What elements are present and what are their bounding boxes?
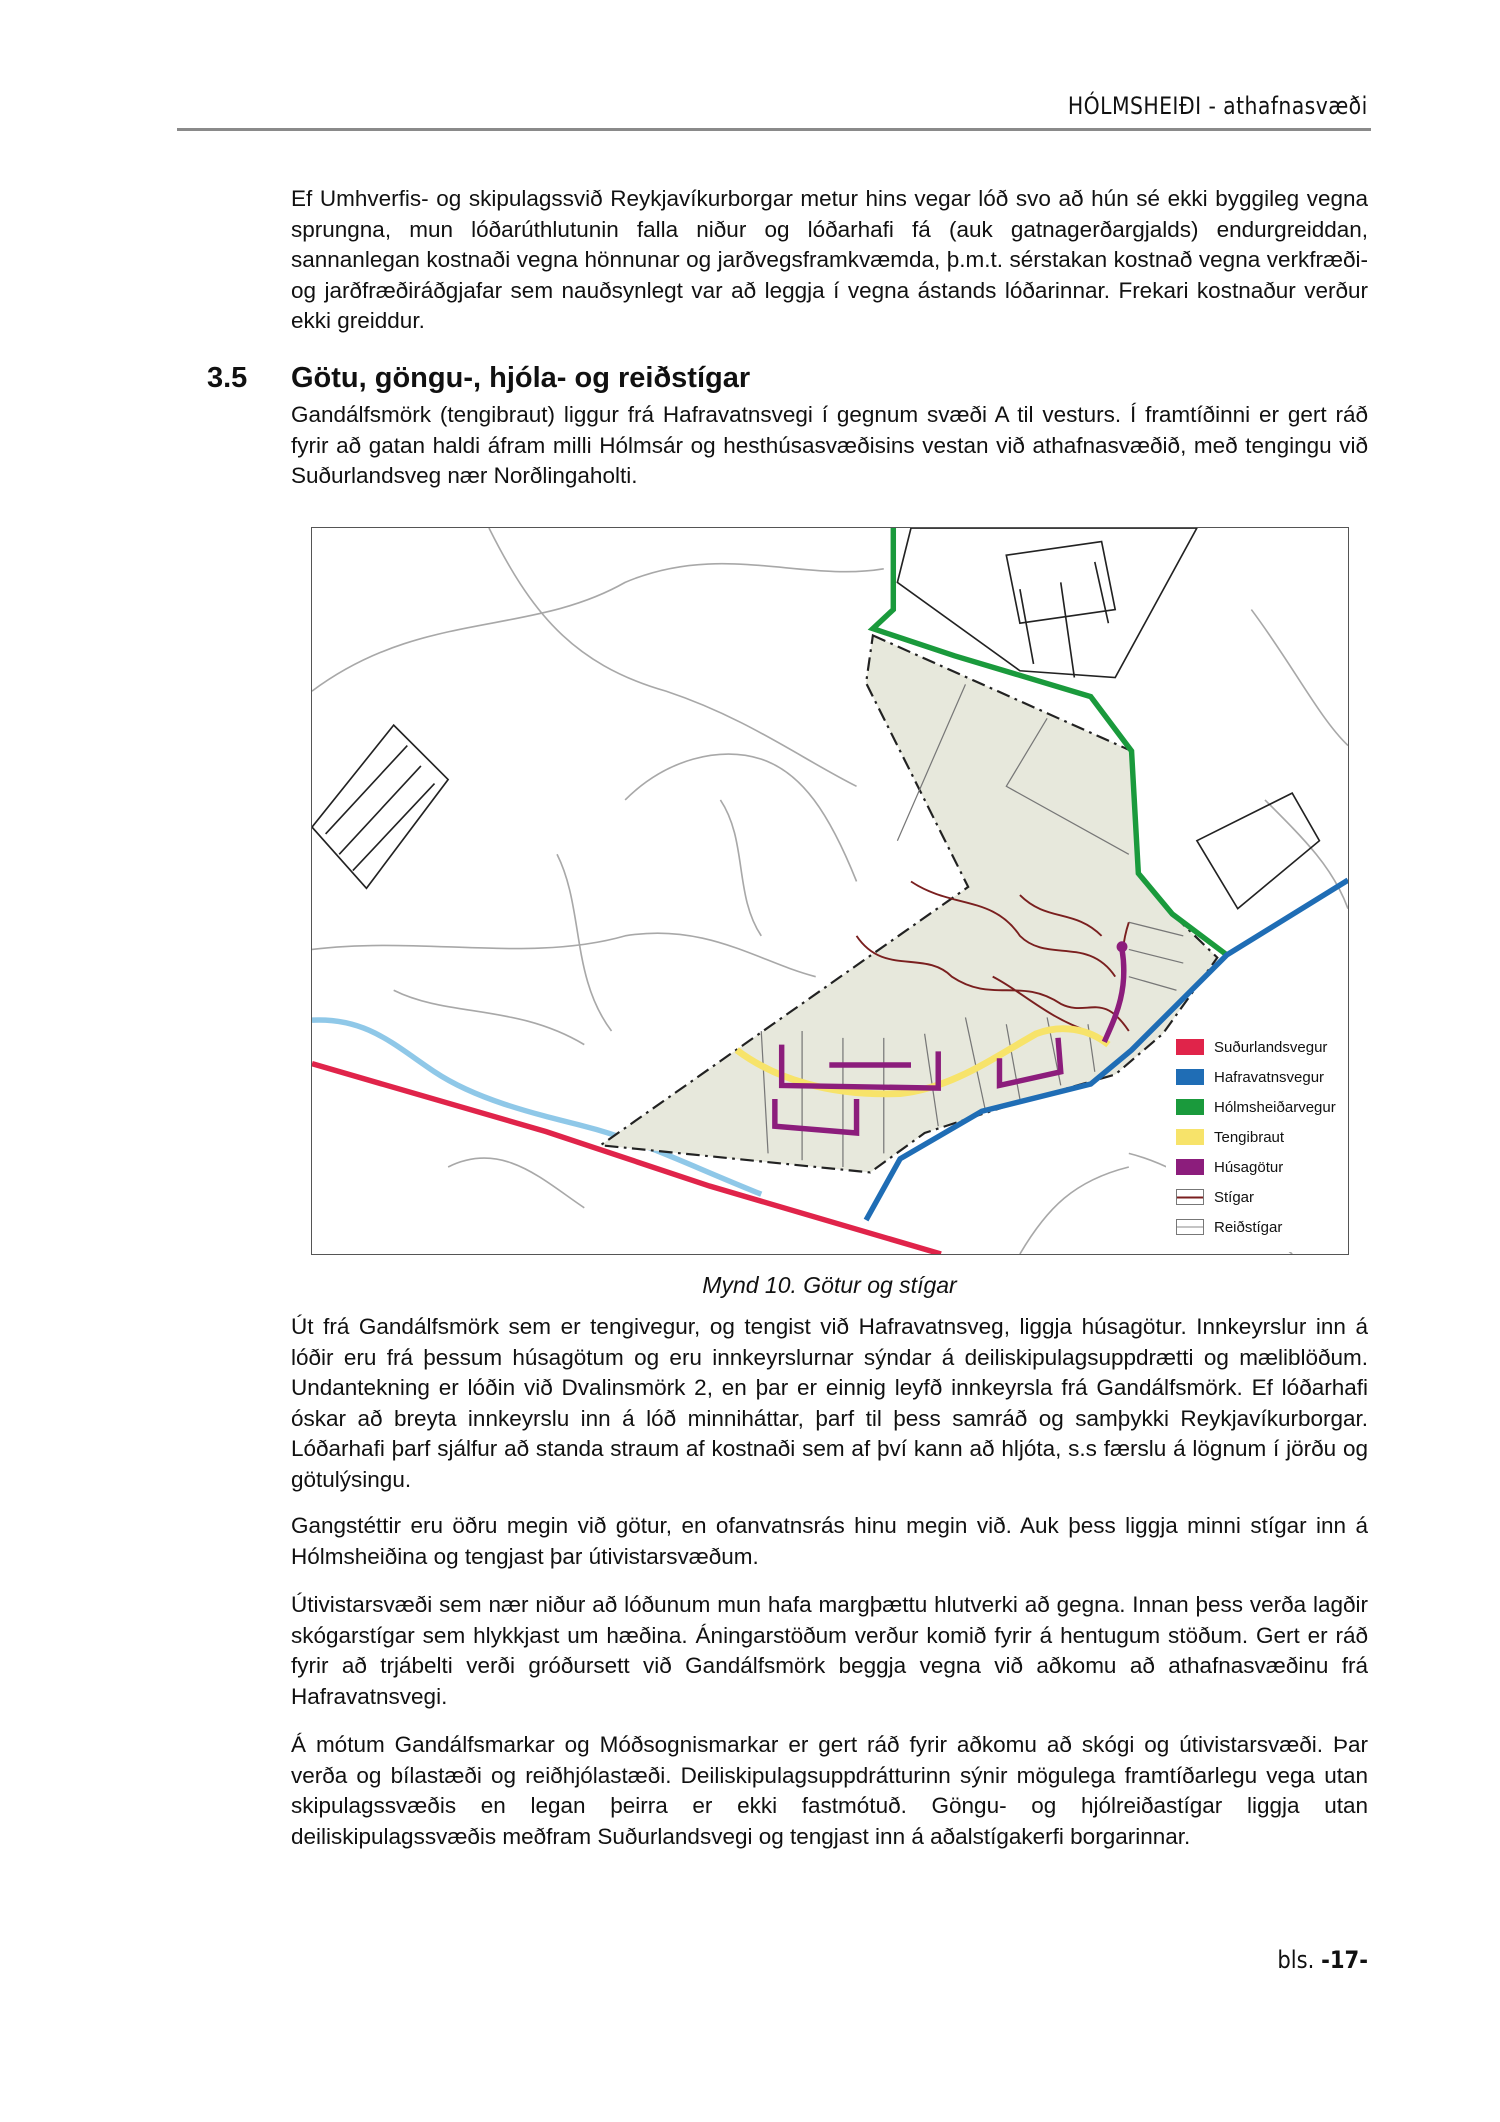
running-header: HÓLMSHEIÐI - athafnasvæði (1068, 92, 1368, 120)
legend-label: Reiðstígar (1214, 1218, 1283, 1236)
legend-item (1166, 1092, 1346, 1122)
legend-swatch-yellow (1176, 1129, 1204, 1145)
legend-item (1166, 1212, 1346, 1242)
paragraph-4: Gangstéttir eru öðru megin við götur, en ofanvatnsrás hinu megin við. Auk þess liggja minni stígar inn á Hólmsheiðina og tengjast þar útivistarsvæðum. (291, 1513, 1368, 1569)
legend-label: Stígar (1214, 1188, 1255, 1206)
legend-swatch-purple (1176, 1159, 1204, 1175)
legend-label: Hólmsheiðarvegur (1214, 1098, 1336, 1116)
section-number: 3.5 (207, 362, 248, 394)
legend-label: Húsagötur (1214, 1158, 1284, 1176)
legend-swatch-bridleway (1176, 1219, 1204, 1235)
page-number-value: -17- (1321, 1946, 1368, 1974)
legend-item (1166, 1032, 1346, 1062)
section-title: Götu, göngu-, hjóla- og reiðstígar (291, 362, 751, 394)
legend-swatch-trail (1176, 1189, 1204, 1205)
figure-caption: Mynd 10. Götur og stígar (702, 1272, 957, 1298)
legend-swatch-red (1176, 1039, 1204, 1055)
paragraph-2: Gandálfsmörk (tengibraut) liggur frá Hafravatnsvegi í gegnum svæði A til vesturs. Í framtíðinni er gert ráð fyrir að gatan haldi áfram milli Hólmsár og hesthúsasvæðisins vestan við athafnasvæðið, með tengingu við Suðurlandsveg nær Norðlingaholti. (291, 402, 1368, 489)
paragraph-6: Á mótum Gandálfsmarkar og Móðsognismarkar er gert ráð fyrir aðkomu að skógi og útivistarsvæði. Þar verða og bílastæði og reiðhjólastæði. Deiliskipulagsuppdrátturinn sýnir mögulega framtíðarlegu vega utan skipulagssvæðis en legan þeirra er ekki fastmótuð. Göngu- og hjólreiðastígar liggja utan deiliskipulagssvæðis meðfram Suðurlandsvegi og tengjast inn á aðalstígakerfi borgarinnar. (291, 1732, 1368, 1849)
legend-label: Tengibraut (1214, 1128, 1285, 1146)
legend-item (1166, 1122, 1346, 1152)
legend-label: Suðurlandsvegur (1214, 1038, 1328, 1056)
legend-item (1166, 1152, 1346, 1182)
road-endpoint (1117, 941, 1128, 952)
paragraph-5: Útivistarsvæði sem nær niður að lóðunum mun hafa margþættu hlutverki að gegna. Innan þess verða lagðir skógarstígar sem hlykkjast um hæðina. Áningarstöðum verður komið fyrir á hentugum stöðum. Gert er ráð fyrir að trjábelti verði gróðursett við Gandálfsmörk beggja vegna við aðkomu að athafnasvæðinu frá Hafravatnsvegi. (291, 1592, 1368, 1709)
road-map-figure (311, 527, 1349, 1255)
map-legend (1166, 1032, 1346, 1252)
paragraph-1: Ef Umhverfis- og skipulagssvið Reykjavíkurborgar metur hins vegar lóð svo að hún sé ekki byggileg vegna sprungna, mun lóðarúthlutunin falla niður og lóðarhafi fá (auk gatnagerðargjalds) endurgreiddan, sannanlegan kostnaði vegna hönnunar og jarðvegsframkvæmda, þ.m.t. sérstakan kostnað vegna verkfræði- og jarðfræðiráðgjafar sem nauðsynlegt var að leggja í vegna ástands lóðarinnar. Frekari kostnaður verður ekki greiddur. (291, 186, 1368, 334)
buildings (312, 528, 1319, 909)
legend-label: Hafravatnsvegur (1214, 1068, 1325, 1086)
page-number (1277, 1946, 1368, 1974)
legend-swatch-green (1176, 1099, 1204, 1115)
legend-item (1166, 1182, 1346, 1212)
legend-swatch-blue (1176, 1069, 1204, 1085)
header-rule (177, 128, 1371, 131)
legend-item (1166, 1062, 1346, 1092)
paragraph-3: Út frá Gandálfsmörk sem er tengivegur, og tengist við Hafravatnsveg, liggja húsagötur. Innkeyrslur inn á lóðir eru frá þessum húsagötum og eru innkeyrslurnar sýndar á deiliskipulagsuppdrætti og mæliblöðum. Undantekning er lóðin við Dvalinsmörk 2, en þar er einnig leyfð innkeyrsla frá Gandálfsmörk. Ef lóðarhafi óskar að breyta innkeyrslu inn á lóð minniháttar, þarf til þess samráð og samþykki Reykjavíkurborgar. Lóðarhafi þarf sjálfur að standa straum af kostnaði sem af því kann að hljóta, s.s færslu á lögnum í jörðu og götulýsingu. (291, 1314, 1368, 1492)
page-prefix: bls. (1277, 1946, 1322, 1974)
